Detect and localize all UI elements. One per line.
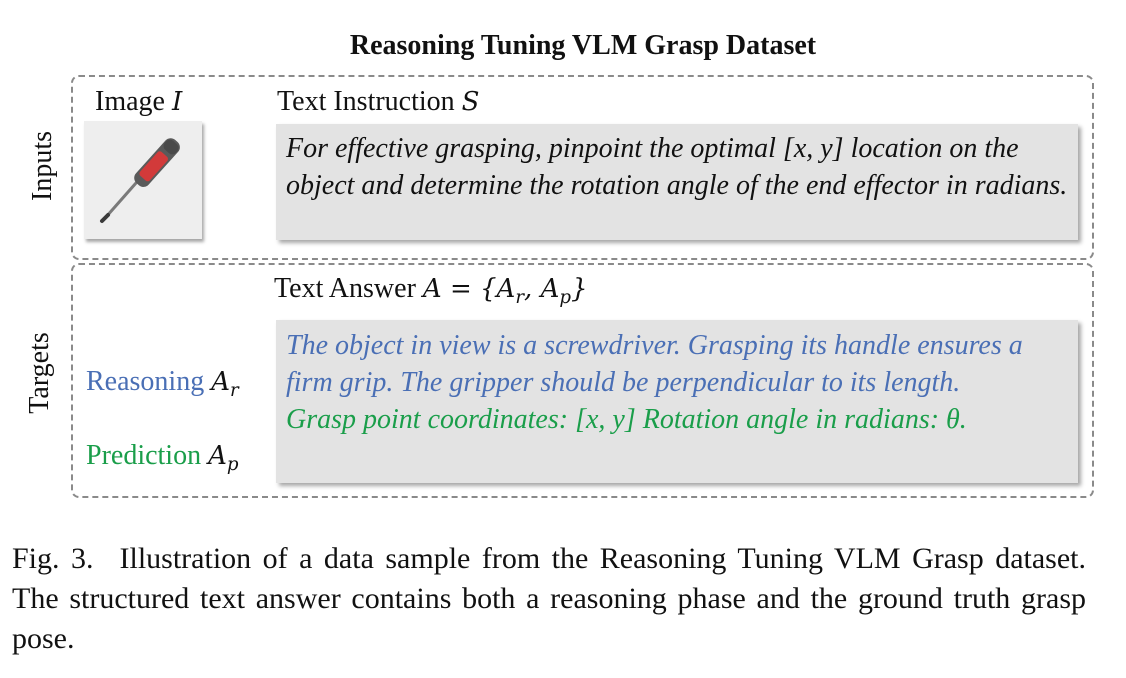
- instruction-label-var: S: [461, 87, 480, 117]
- prediction-text: Grasp point coordinates: [x, y] Rotation angle in radians: θ.: [286, 404, 967, 435]
- instruction-label: [277, 86, 479, 118]
- screwdriver-image: [84, 121, 202, 239]
- caption-text: Illustration of a data sample from the Reasoning Tuning VLM Grasp dataset. The structured text answer contains both a reasoning phase and the ground truth grasp pose.: [12, 542, 1086, 655]
- figure-number: Fig. 3.: [12, 542, 94, 575]
- targets-section-label: Targets: [24, 332, 55, 414]
- figure-caption: [12, 539, 1086, 659]
- prediction-label: [86, 440, 239, 475]
- image-label-text: Image: [95, 86, 172, 117]
- reasoning-label: [86, 366, 239, 401]
- image-label-var: I: [171, 87, 183, 117]
- answer-box: [276, 320, 1078, 483]
- reasoning-text: The object in view is a screwdriver. Grasping its handle ensures a firm grip. The gripper should be perpendicular to its length.: [286, 330, 1023, 398]
- figure-title: Reasoning Tuning VLM Grasp Dataset: [349, 30, 817, 61]
- reasoning-label-var: $A_r$: [211, 367, 239, 402]
- answer-label-text: Text Answer: [274, 273, 423, 304]
- prediction-label-var: $A_p$: [208, 441, 239, 476]
- image-label: [95, 86, 182, 118]
- instruction-label-text: Text Instruction: [277, 86, 462, 117]
- reasoning-label-text: Reasoning: [86, 366, 212, 397]
- inputs-section-label: Inputs: [27, 131, 58, 201]
- answer-label: [274, 273, 588, 308]
- prediction-label-text: Prediction: [86, 440, 209, 471]
- answer-label-math: $A = \{A_r$, $A_p$}: [422, 274, 588, 309]
- instruction-box: For effective grasping, pinpoint the optimal [x, y] location on the object and determine the rotation angle of the end effector in radians.: [276, 124, 1078, 240]
